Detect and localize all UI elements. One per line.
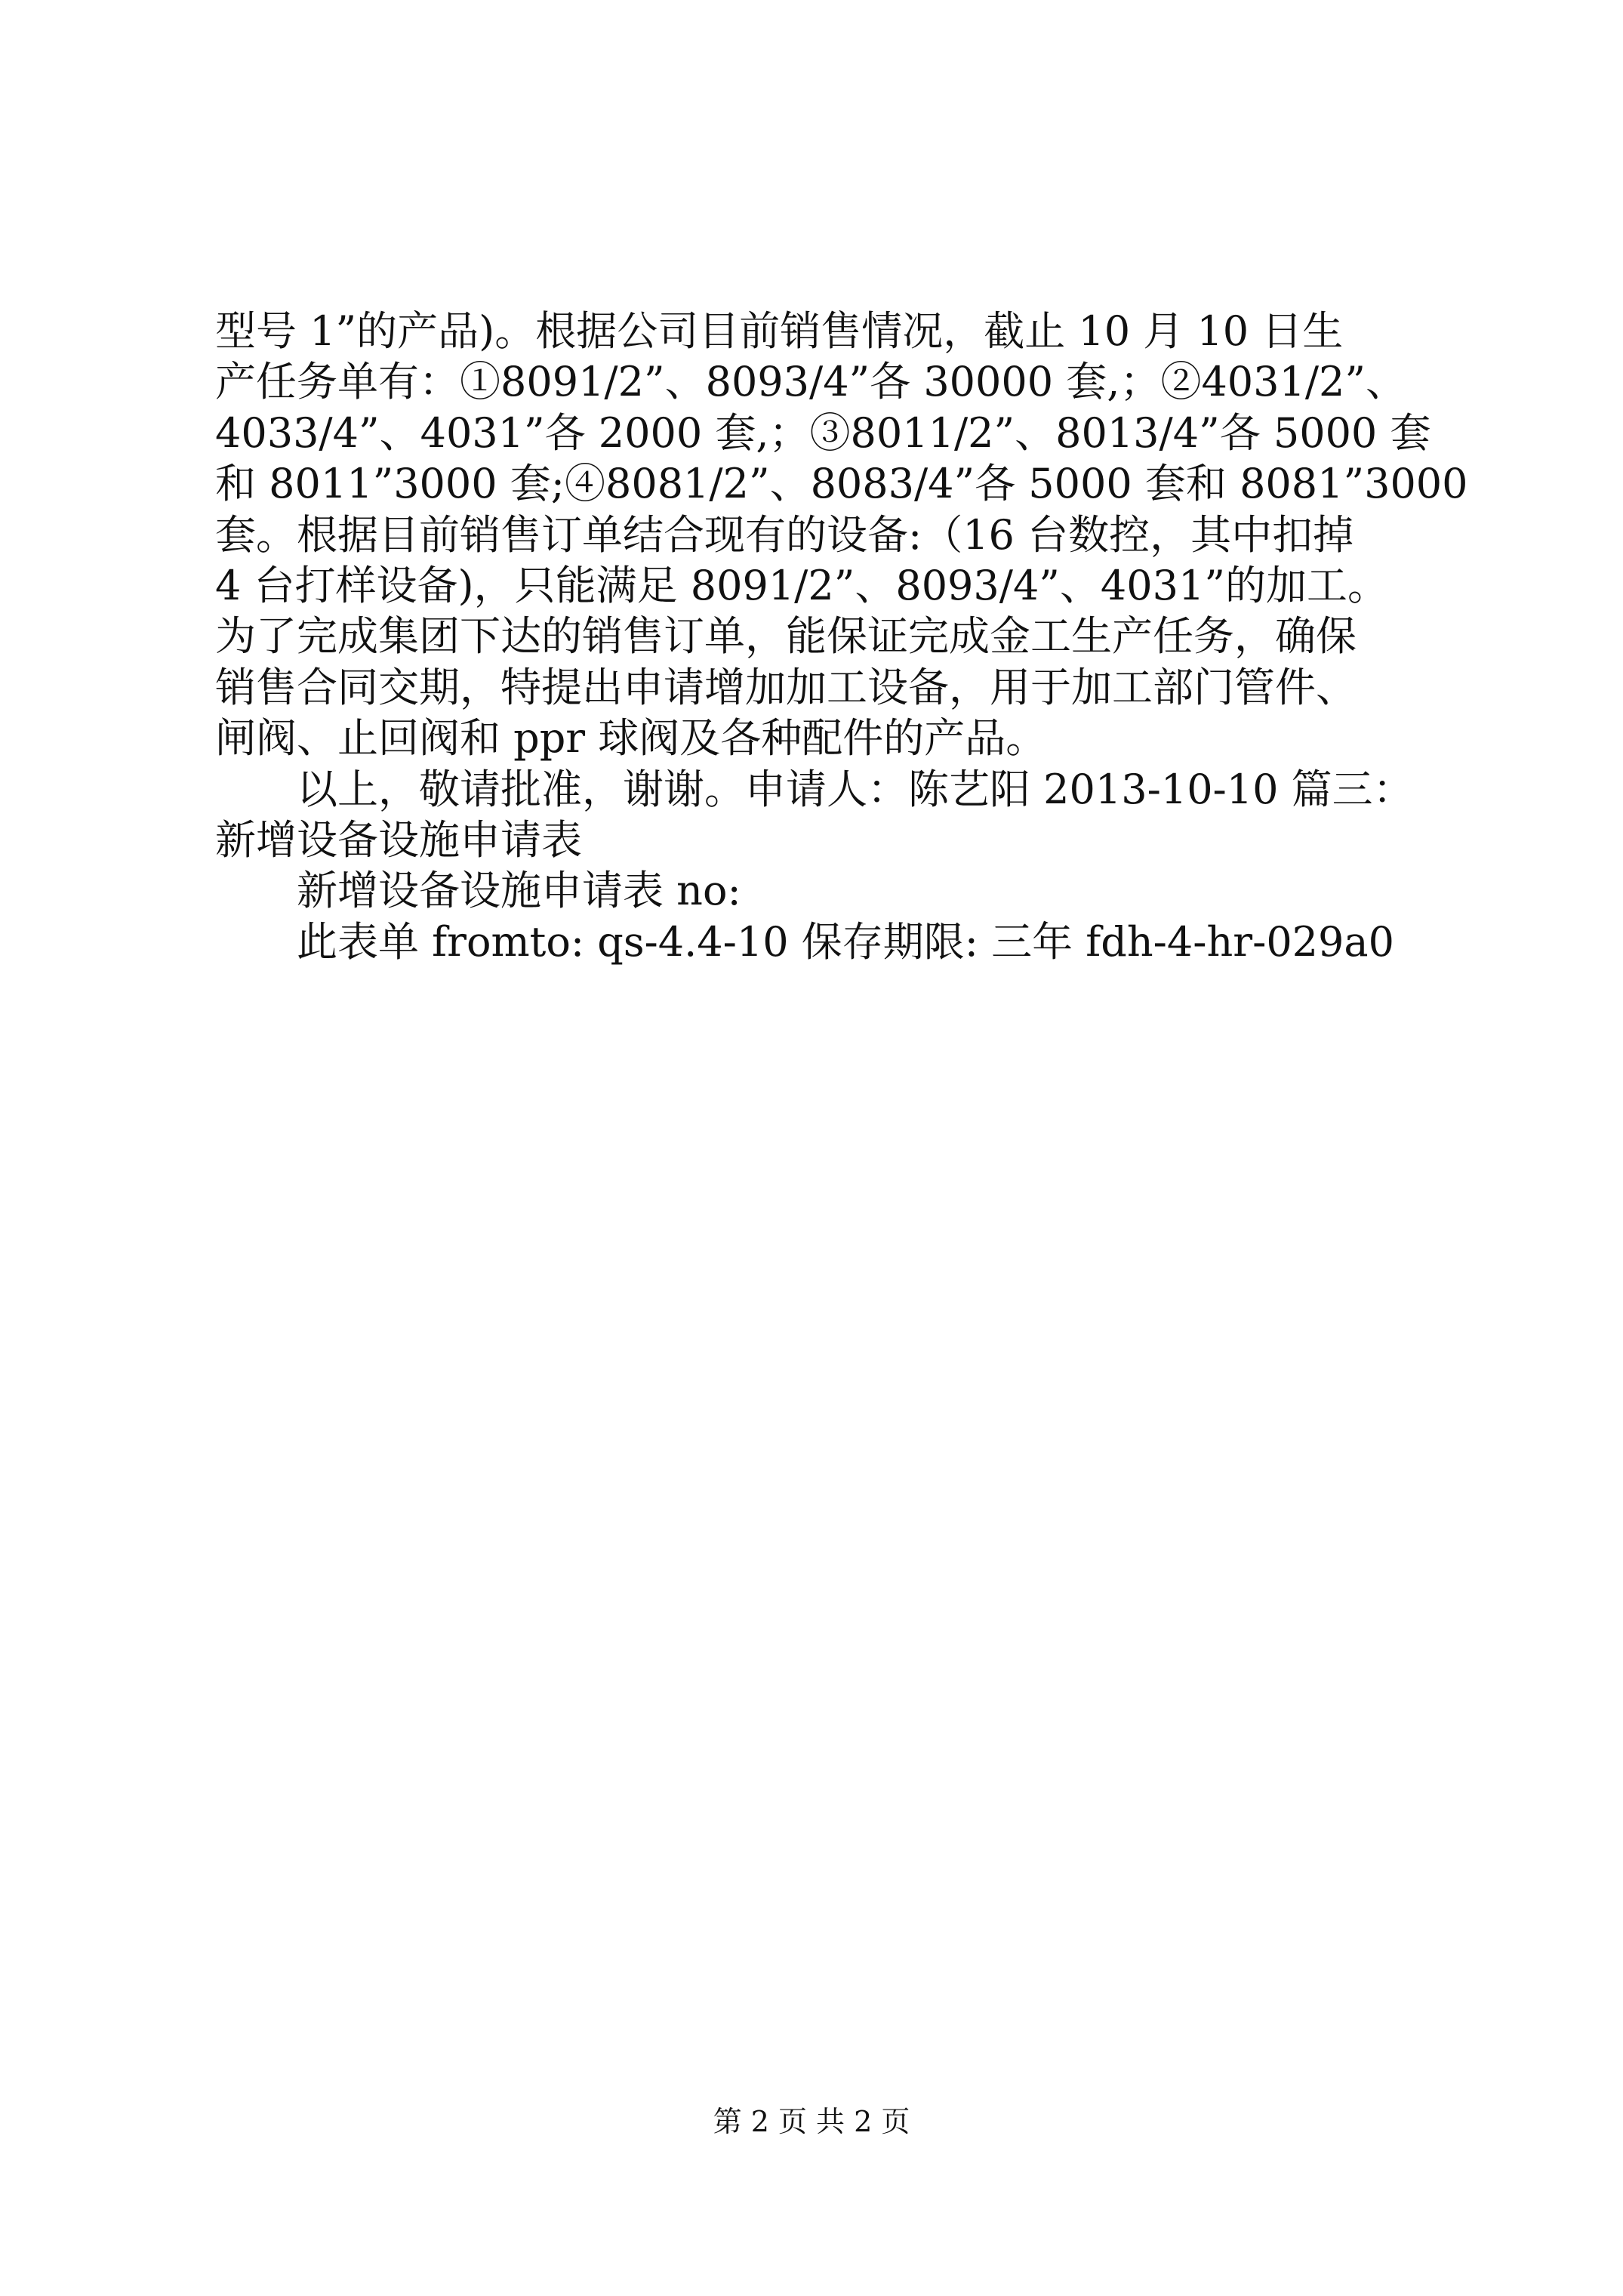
text-line: 为了完成集团下达的销售订单，能保证完成金工生产任务，确保	[215, 612, 1357, 661]
text-line: 4033/4”、4031”各 2000 套,；③8011/2”、8013/4”各 5000 套	[215, 408, 1431, 457]
text-line: 产任务单有：①8091/2”、8093/4”各 30000 套,；②4031/2”、	[215, 358, 1407, 406]
text-line: 新增设备设施申请表	[215, 815, 582, 864]
text-line: 此表单 fromto: qs-4.4-10 保存期限: 三年 fdh-4-hr-029a0	[215, 917, 1394, 966]
text-line: 销售合同交期，特提出申请增加加工设备，用于加工部门管件、	[215, 663, 1357, 711]
page-number-label: 第 2 页 共 2 页	[713, 2105, 910, 2138]
text-line: 4 台打样设备)，只能满足 8091/2”、8093/4”、4031”的加工。	[215, 561, 1388, 609]
text-line: 套。根据目前销售订单结合现有的设备:（16 台数控，其中扣掉	[215, 510, 1354, 559]
text-line: 新增设备设施申请表 no:	[215, 867, 741, 915]
text-line: 闸阀、止回阀和 ppr 球阀及各种配件的产品。	[215, 714, 1047, 763]
page-footer	[0, 2103, 1623, 2140]
body-text	[215, 306, 1468, 967]
text-line: 型号 1”的产品)。根据公司目前销售情况，截止 10 月 10 日生	[215, 307, 1344, 355]
text-line: 以上，敬请批准，谢谢。申请人：陈艺阳 2013-10-10 篇三：	[215, 765, 1414, 813]
text-line: 和 8011”3000 套;④8081/2”、8083/4”各 5000 套和 8081”3000	[215, 460, 1468, 508]
